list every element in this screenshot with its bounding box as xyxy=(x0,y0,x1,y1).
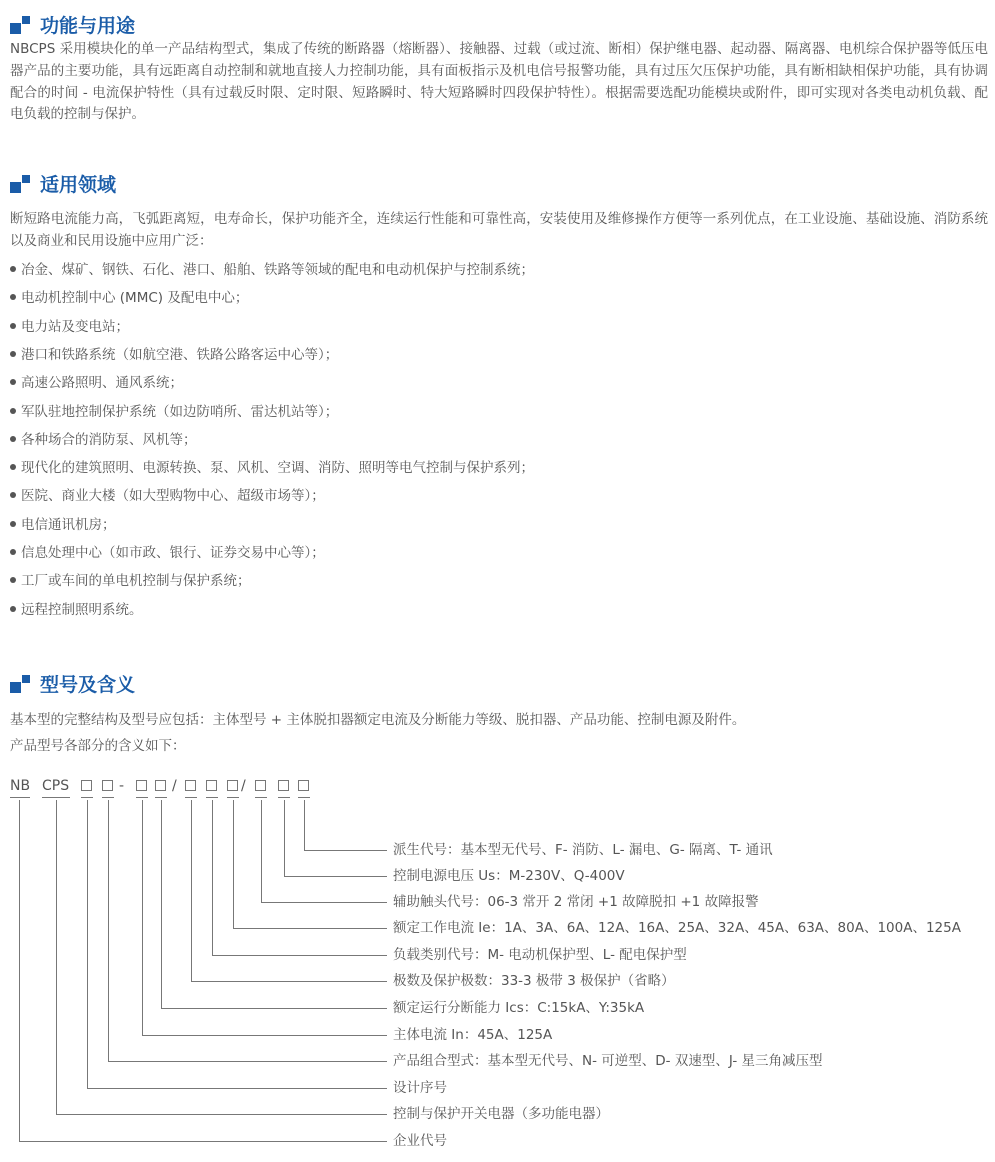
list-item xyxy=(10,345,338,365)
code-underline xyxy=(227,797,239,798)
model-intro-line: 基本型的完整结构及型号应包括：主体型号 + 主体脱扣器额定电流及分断能力等级、脱扣器、产品功能、控制电源及附件。 xyxy=(10,712,746,728)
model-meaning-label: 企业代号 xyxy=(393,1133,447,1149)
list-item xyxy=(10,543,325,563)
list-item-text: 信息处理中心（如市政、银行、证券交易中心等）； xyxy=(21,545,325,561)
leader-line xyxy=(261,902,387,903)
list-item-text: 港口和铁路系统（如航空港、铁路公路客运中心等）； xyxy=(21,346,339,363)
bullet-dot-icon xyxy=(10,606,16,612)
leader-line xyxy=(233,800,234,928)
leader-line xyxy=(304,800,305,850)
code-underline xyxy=(10,797,30,798)
leader-line xyxy=(191,800,192,981)
bullet-dot-icon xyxy=(10,266,16,272)
code-placeholder-box xyxy=(227,780,238,791)
list-item xyxy=(10,402,338,422)
list-item xyxy=(10,458,534,478)
code-placeholder-box xyxy=(136,780,147,791)
bullet-dot-icon xyxy=(10,379,16,385)
list-item xyxy=(10,571,251,591)
leader-line xyxy=(56,800,57,1114)
bullet-dot-icon xyxy=(10,408,16,414)
leader-line xyxy=(108,1061,387,1062)
section-title: 适用领域 xyxy=(40,173,117,196)
code-series: CPS xyxy=(42,778,70,794)
code-placeholder-box xyxy=(155,780,166,791)
model-intro-line: 产品型号各部分的含义如下： xyxy=(10,738,186,754)
bullet-dot-icon xyxy=(10,436,16,442)
list-item xyxy=(10,515,116,535)
bullet-dot-icon xyxy=(10,549,16,555)
leader-line xyxy=(19,1141,387,1142)
code-slash: / xyxy=(172,778,177,794)
model-meaning-label: 负载类别代号：M- 电动机保护型、L- 配电保护型 xyxy=(393,947,687,963)
model-meaning-label: 控制与保护开关电器（多功能电器） xyxy=(393,1106,609,1122)
code-underline xyxy=(155,797,167,798)
code-underline xyxy=(42,797,70,798)
model-meaning-label: 设计序号 xyxy=(393,1080,447,1096)
leader-line xyxy=(304,850,387,851)
list-item xyxy=(10,288,248,308)
model-meaning-label: 产品组合型式：基本型无代号、N- 可逆型、D- 双速型、J- 星三角减压型 xyxy=(393,1053,823,1069)
leader-line xyxy=(212,800,213,955)
list-item xyxy=(10,600,143,620)
list-item-text: 电力站及变电站； xyxy=(21,318,129,335)
code-underline xyxy=(206,797,218,798)
code-underline xyxy=(298,797,310,798)
list-item xyxy=(10,373,183,393)
code-underline xyxy=(136,797,148,798)
leader-line xyxy=(87,800,88,1088)
leader-line xyxy=(108,800,109,1061)
leader-line xyxy=(261,800,262,902)
code-underline xyxy=(102,797,114,798)
application-paragraph: 断短路电流能力高，飞弧距离短，电寿命长，保护功能齐全，连续运行性能和可靠性高，安装使用及维修操作方便等一系列优点，在工业设施、基础设施、消防系统以及商业和民用设施中应用广泛： xyxy=(10,211,988,249)
bullet-dot-icon xyxy=(10,294,16,300)
code-underline xyxy=(278,797,290,798)
list-item-text: 军队驻地控制保护系统（如边防哨所、雷达机站等）； xyxy=(21,403,339,420)
code-placeholder-box xyxy=(298,780,309,791)
section-heading-model xyxy=(10,670,135,696)
model-meaning-label: 辅助触头代号：06-3 常开 2 常闭 +1 故障脱扣 +1 故障报警 xyxy=(393,894,759,910)
list-item-text: 现代化的建筑照明、电源转换、泵、风机、空调、消防、照明等电气控制与保护系列； xyxy=(21,460,534,477)
list-item xyxy=(10,430,197,450)
leader-line xyxy=(19,800,20,1141)
section-heading-application xyxy=(10,170,116,196)
code-placeholder-box xyxy=(255,780,266,791)
leader-line xyxy=(56,1114,387,1115)
model-meaning-label: 额定工作电流 Ie：1A、3A、6A、12A、16A、25A、32A、45A、63A、80A、100A、125A xyxy=(393,920,961,936)
leader-line xyxy=(142,1035,387,1036)
code-placeholder-box xyxy=(102,780,113,791)
model-meaning-label: 主体电流 In：45A、125A xyxy=(393,1027,553,1043)
leader-line xyxy=(142,800,143,1035)
model-meaning-label: 派生代号：基本型无代号、F- 消防、L- 漏电、G- 隔离、T- 通讯 xyxy=(393,842,773,858)
leader-line xyxy=(284,800,285,876)
list-item xyxy=(10,260,534,280)
list-item-text: 远程控制照明系统。 xyxy=(21,601,143,618)
code-placeholder-box xyxy=(185,780,196,791)
model-meaning-label: 额定运行分断能力 Ics：C:15kA、Y:35kA xyxy=(393,1000,645,1016)
list-item-text: 工厂或车间的单电机控制与保护系统； xyxy=(21,573,251,590)
code-placeholder-box xyxy=(206,780,217,791)
leader-line xyxy=(233,928,387,929)
leader-line xyxy=(87,1088,387,1089)
bullet-dot-icon xyxy=(10,351,16,357)
list-item-text: 医院、商业大楼（如大型购物中心、超级市场等）； xyxy=(21,488,325,505)
list-item-text: 电动机控制中心 (MMC) 及配电中心； xyxy=(21,290,249,307)
section-heading-function xyxy=(10,11,135,37)
code-placeholder-box xyxy=(278,780,289,791)
leader-line xyxy=(191,981,387,982)
code-slash: / xyxy=(241,778,246,794)
bullet-dot-icon xyxy=(10,521,16,527)
section-square-icon xyxy=(10,173,32,193)
bullet-dot-icon xyxy=(10,323,16,329)
bullet-dot-icon xyxy=(10,492,16,498)
bullet-dot-icon xyxy=(10,464,16,470)
code-underline xyxy=(185,797,197,798)
code-underline xyxy=(81,797,93,798)
code-underline xyxy=(255,797,267,798)
section-square-icon xyxy=(10,14,32,34)
function-paragraph: NBCPS 采用模块化的单一产品结构型式，集成了传统的断路器（熔断器）、接触器、过载（或过流、断相）保护继电器、起动器、隔离器、电机综合保护器等低压电器产品的主要功能，具有远距离自动控制和就地直接人力控制功能，具有面板指示及机电信号报警功能，具有过压欠压保护功能，具有断相缺相保护功能，具有协调配合的时间 - 电流保护特性（具有过载反时限、定时限、短路瞬时、特大短路瞬时四段保护特性）。根据需要选配功能模块或附件，即可实现对各类电动机负载、配电负载的控制与保护。 xyxy=(10,41,988,123)
list-item-text: 电信通讯机房； xyxy=(21,516,116,533)
list-item-text: 各种场合的消防泵、风机等； xyxy=(21,431,197,448)
model-meaning-label: 控制电源电压 Us：M-230V、Q-400V xyxy=(393,868,625,884)
leader-line xyxy=(161,1008,387,1009)
list-item-text: 高速公路照明、通风系统； xyxy=(21,375,183,392)
model-meaning-label: 极数及保护极数：33-3 极带 3 极保护（省略） xyxy=(393,973,675,989)
leader-line xyxy=(161,800,162,1008)
list-item xyxy=(10,317,129,337)
list-item-text: 冶金、煤矿、钢铁、石化、港口、船舶、铁路等领域的配电和电动机保护与控制系统； xyxy=(21,262,534,278)
leader-line xyxy=(212,955,387,956)
list-item xyxy=(10,486,325,506)
code-placeholder-box xyxy=(81,780,92,791)
leader-line xyxy=(284,876,387,877)
code-dash: - xyxy=(119,778,125,794)
section-title: 功能与用途 xyxy=(40,14,136,37)
code-prefix: NB xyxy=(10,778,31,794)
section-square-icon xyxy=(10,673,32,693)
section-title: 型号及含义 xyxy=(40,673,136,696)
bullet-dot-icon xyxy=(10,577,16,583)
